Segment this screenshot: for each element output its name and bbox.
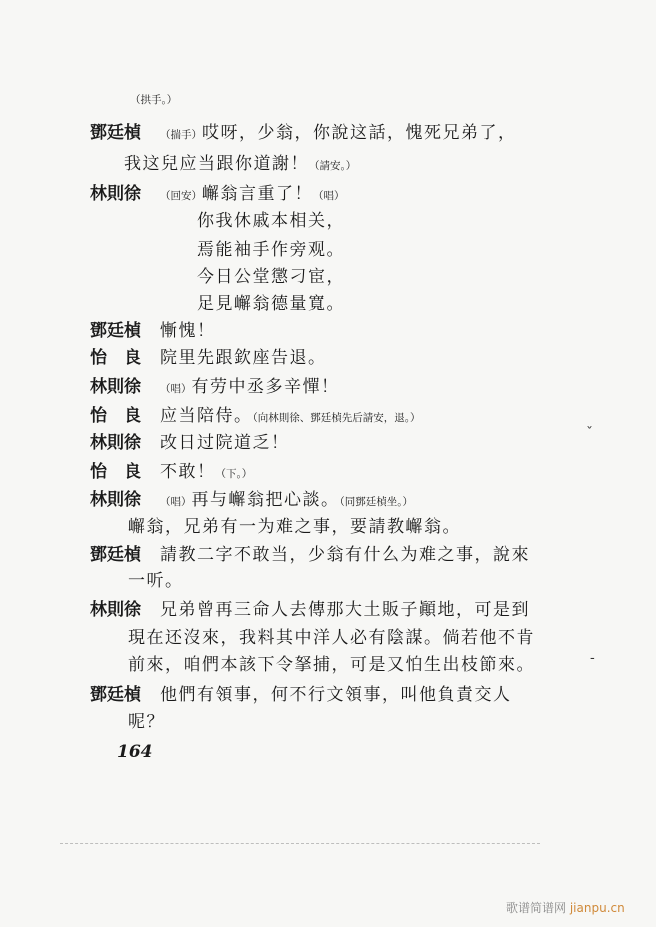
- speaker-name: 林則徐: [90, 600, 141, 620]
- scan-mark: ‐: [590, 650, 595, 666]
- stage-direction: （下。）: [215, 468, 253, 480]
- line-text: [128, 512, 461, 537]
- watermark-site: 歌谱简谱网: [506, 901, 567, 915]
- line-text: [160, 401, 421, 426]
- spoken-text: 嶰翁言重了！: [202, 184, 313, 204]
- spoken-text: 有劳中丞多辛憚！: [191, 377, 340, 397]
- line-text: [160, 680, 512, 705]
- spoken-text: 現在还沒來，我料其中洋人必有陰謀。倘若他不肯: [128, 628, 535, 648]
- line-text: [197, 262, 345, 287]
- spoken-text: 我这兒应当跟你道謝！: [124, 154, 309, 174]
- speaker-name: 鄧廷楨: [90, 321, 141, 341]
- stage-direction: （唱）: [160, 383, 192, 395]
- line-text: [160, 540, 530, 565]
- spoken-text: 不敢！: [160, 462, 216, 482]
- line-text: [124, 149, 356, 174]
- line-text: [128, 623, 535, 648]
- watermark: [506, 899, 625, 916]
- line-text: [128, 566, 184, 591]
- spoken-text: 他們有領事，何不行文領事，叫他負責交人: [160, 685, 512, 705]
- spoken-text: 請教二字不敢当，少翁有什么为难之事，說來: [160, 545, 530, 565]
- line-text: [160, 457, 252, 482]
- speaker-name: 林則徐: [90, 377, 141, 397]
- spoken-text: 改日过院道乏！: [160, 433, 290, 453]
- spoken-text: 慚愧！: [160, 321, 216, 341]
- spoken-text: 再与嶰翁把心談。: [191, 490, 340, 510]
- speaker-name: 林則徐: [90, 184, 141, 204]
- stage-direction: （唱）: [160, 496, 192, 508]
- stage-direction: （唱）: [313, 190, 345, 202]
- stage-direction: （揣手）: [160, 129, 202, 141]
- stage-direction: （請安。）: [309, 160, 357, 172]
- spoken-text: 前來，咱們本該下令拏捕，可是又怕生出枝節來。: [128, 655, 535, 675]
- line-text: [128, 707, 165, 732]
- spoken-text: 一听。: [128, 571, 184, 591]
- speaker-name: 怡 良: [90, 406, 141, 426]
- speaker-name: 怡 良: [90, 462, 141, 482]
- stage-direction: （向林則徐、鄧廷楨先后請安，退。）: [252, 412, 421, 424]
- spoken-text: 哎呀，少翁，你說这話，愧死兄弟了，: [202, 123, 517, 143]
- line-text: [160, 485, 413, 510]
- line-text: [197, 235, 345, 260]
- line-text: [130, 88, 177, 108]
- stage-direction: （回安）: [160, 190, 202, 202]
- line-text: [197, 206, 345, 231]
- speaker-name: 鄧廷楨: [90, 545, 141, 565]
- spoken-text: 今日公堂懲刁宦，: [197, 267, 345, 287]
- spoken-text: 兄弟曾再三命人去傳那大土販子顚地，可是到: [160, 600, 530, 620]
- line-text: [160, 595, 530, 620]
- spoken-text: 院里先跟欽座告退。: [160, 348, 327, 368]
- watermark-domain: jianpu.cn: [569, 901, 625, 915]
- line-text: [128, 650, 535, 675]
- line-text: [160, 343, 327, 368]
- line-text: [160, 372, 340, 397]
- spoken-text: 焉能袖手作旁观。: [197, 240, 345, 260]
- line-text: [160, 179, 345, 204]
- spoken-text: 嶰翁，兄弟有一为难之事，要請教嶰翁。: [128, 517, 461, 537]
- spoken-text: 应当陪侍。: [160, 406, 253, 426]
- speaker-name: 林則徐: [90, 433, 141, 453]
- spoken-text: 你我休戚本相关，: [197, 211, 345, 231]
- spoken-text: 呢？: [128, 712, 165, 732]
- spoken-text: 足見嶰翁德量寬。: [197, 294, 345, 314]
- speaker-name: 林則徐: [90, 490, 141, 510]
- line-text: [197, 289, 345, 314]
- scan-artifact: [60, 843, 540, 846]
- speaker-name: 鄧廷楨: [90, 685, 141, 705]
- line-text: [160, 316, 216, 341]
- page-number: 164: [117, 742, 153, 762]
- line-text: [160, 118, 517, 143]
- scan-mark: ˇ: [586, 425, 593, 441]
- line-text: [160, 428, 290, 453]
- speaker-name: 怡 良: [90, 348, 141, 368]
- stage-direction: （拱手。）: [130, 94, 178, 106]
- stage-direction: （同鄧廷楨坐。）: [339, 496, 413, 508]
- speaker-name: 鄧廷楨: [90, 123, 141, 143]
